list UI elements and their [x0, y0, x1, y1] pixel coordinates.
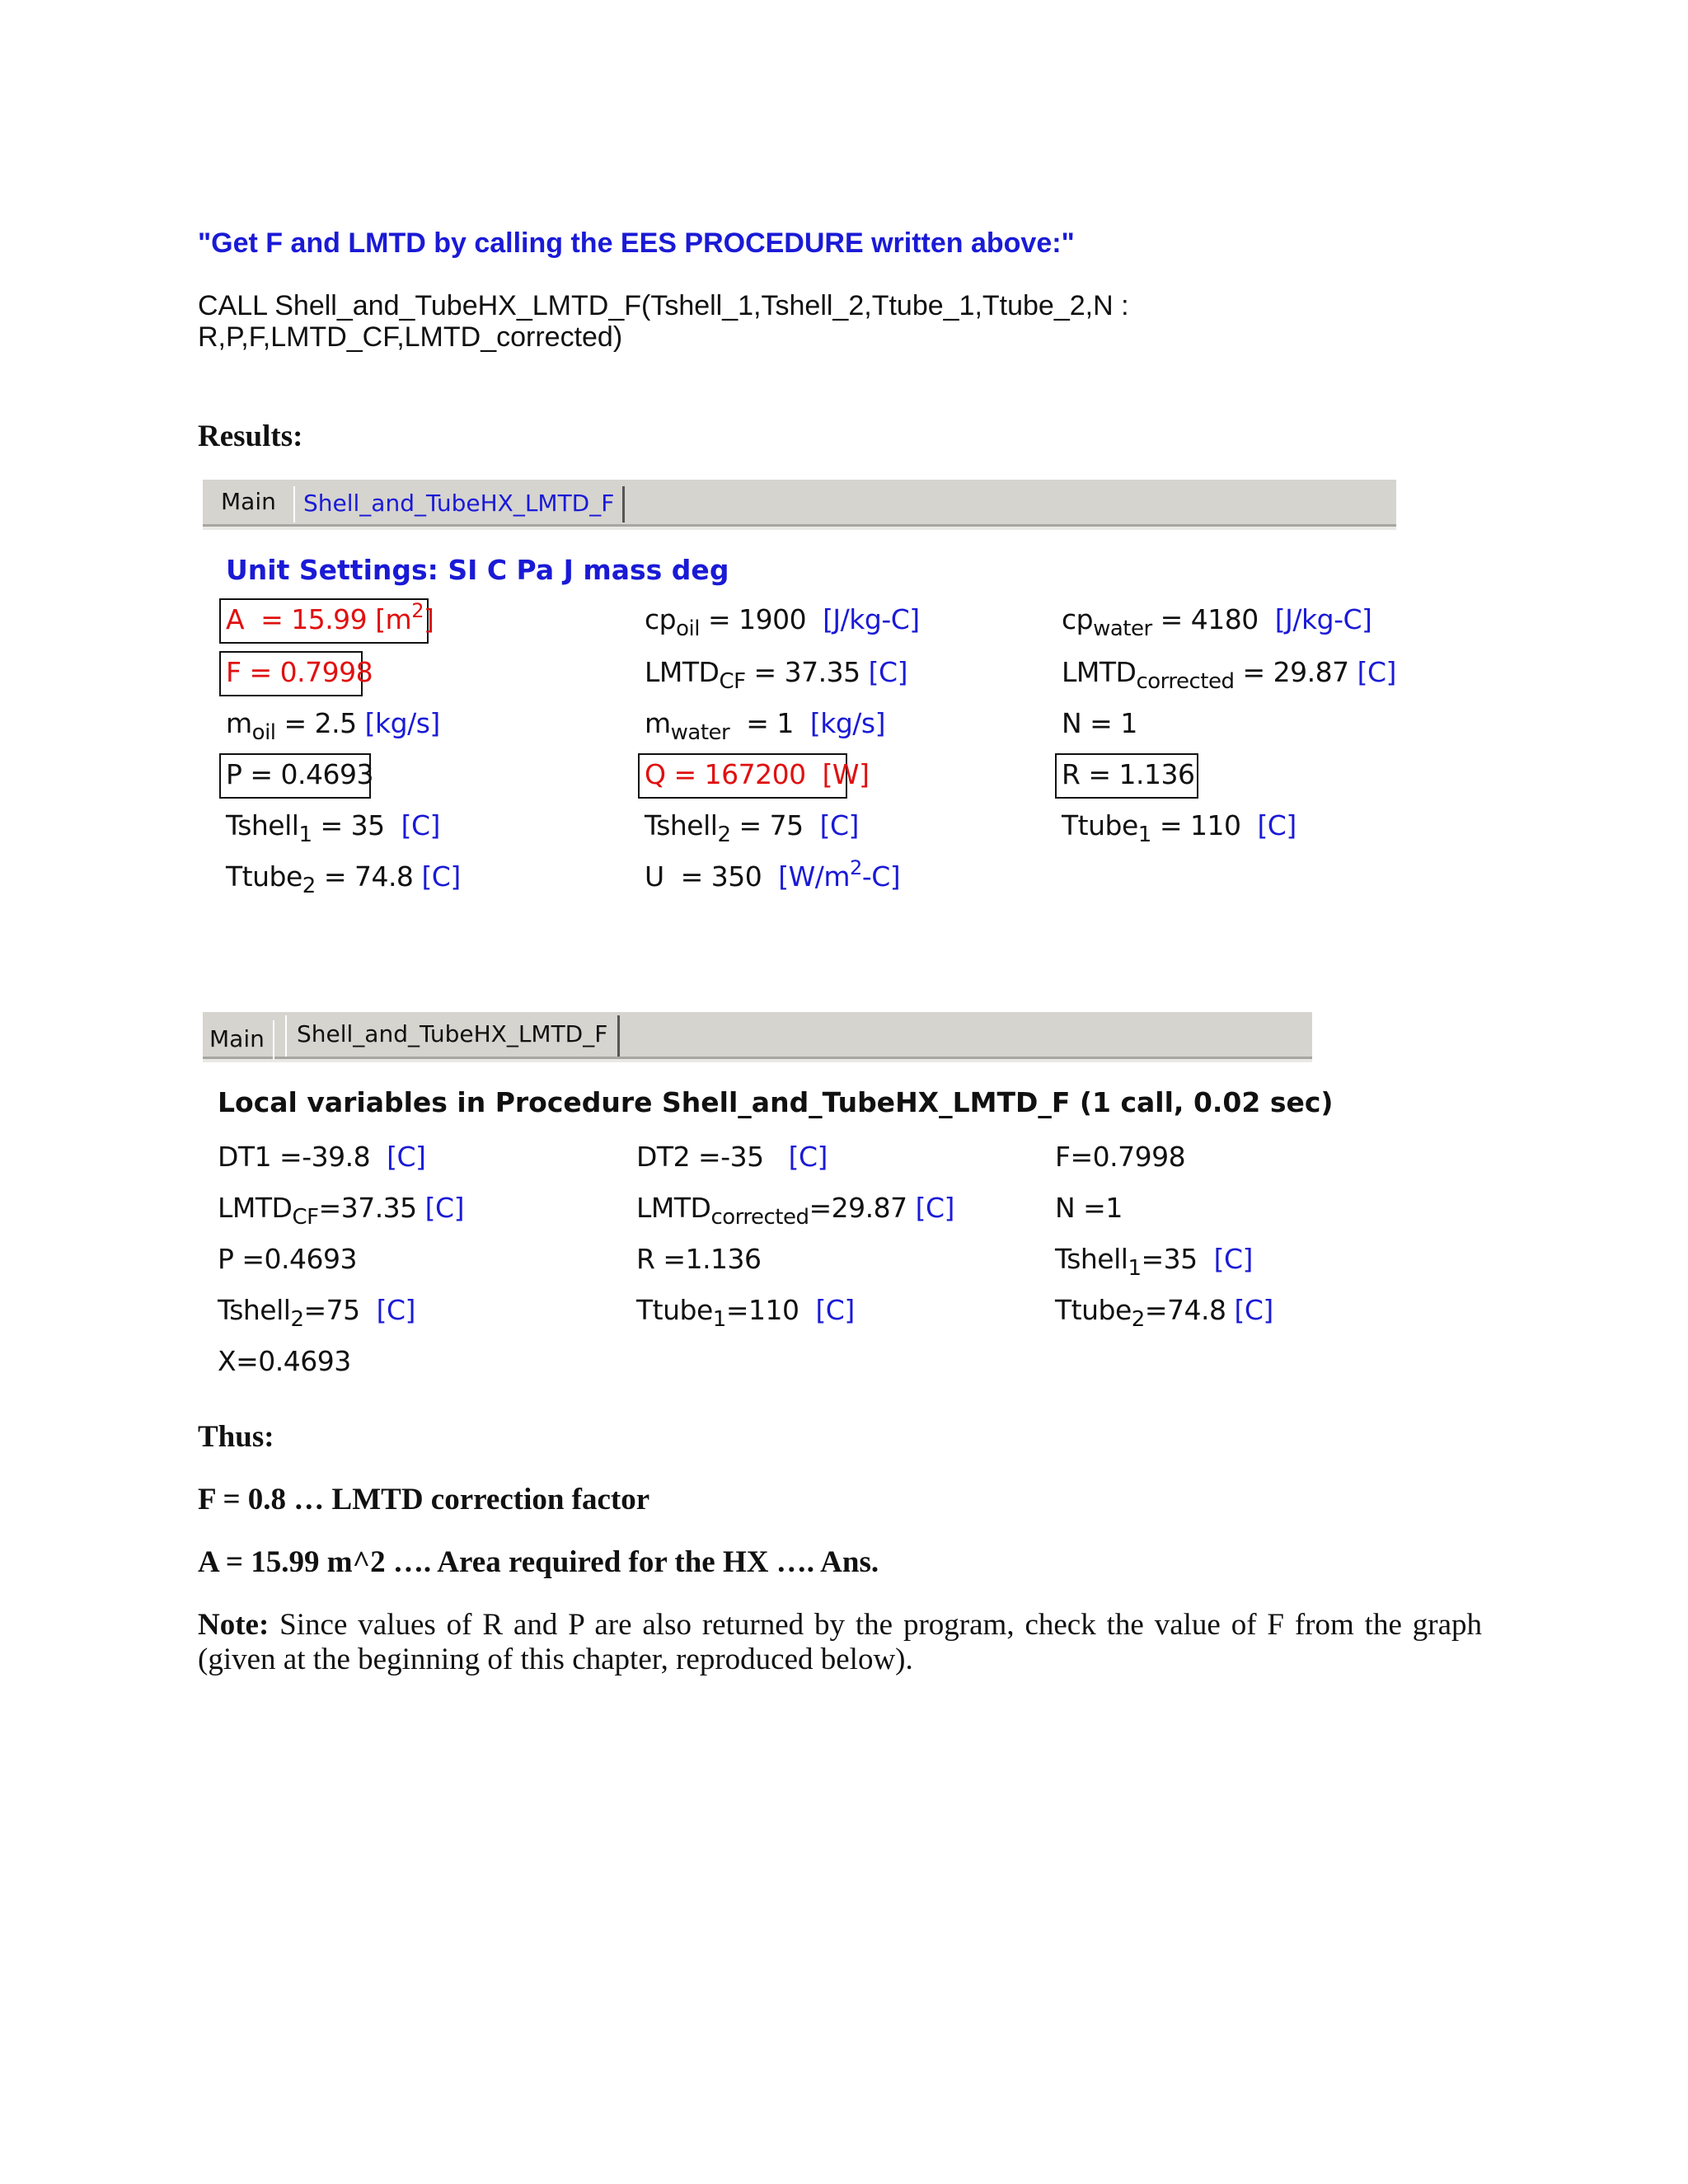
local-var-F[interactable]: F=0.7998 — [1055, 1141, 1186, 1173]
tab-main[interactable]: Main — [218, 488, 279, 515]
var-cp-oil[interactable]: $cp_{oil} = 1900$ [J/kg-C] — [645, 603, 920, 641]
var-N[interactable]: N = 1 — [1062, 707, 1137, 739]
thus-heading: Thus: — [198, 1420, 274, 1454]
var-tshell-1[interactable]: Tshell$_1$ = 35 [C] — [226, 809, 440, 847]
var-m-water[interactable]: $m_{water} = 1$ [kg/s] — [645, 707, 885, 745]
area-result-line: A = 15.99 m^2 …. Area required for the HX …. Ans. — [198, 1545, 879, 1579]
call-statement-line-2: R,P,F,LMTD_CF,LMTD_corrected) — [198, 321, 623, 353]
results-heading: Results: — [198, 419, 303, 453]
var-P[interactable]: P = 0.4693 — [219, 753, 371, 799]
local-var-DT2[interactable]: DT2 =-35 [C] — [636, 1141, 828, 1173]
unit-settings-heading: Unit Settings: SI C Pa J mass deg — [226, 554, 729, 586]
var-ttube-1[interactable]: Ttube$_1$ = 110 [C] — [1062, 809, 1296, 847]
note-paragraph-line-1: Note: Since values of R and P are also returned by the program, check the value of F from the graph — [198, 1608, 1482, 1642]
f-result-line: F = 0.8 … LMTD correction factor — [198, 1483, 650, 1516]
local-var-P[interactable]: P =0.4693 — [218, 1243, 358, 1275]
var-A[interactable]: A = 15.99 $[m^2]$ — [219, 598, 429, 644]
var-lmtd-corrected[interactable]: $LMTD_{corrected} = 29.87$ [C] — [1062, 656, 1396, 694]
local-var-lmtd-corrected[interactable]: $LMTD_{corrected}=29.87$ [C] — [636, 1192, 954, 1230]
tab-main-2[interactable]: Main — [204, 1020, 274, 1060]
local-var-DT1[interactable]: DT1 =-39.8 [C] — [218, 1141, 426, 1173]
var-Q[interactable]: Q = 167200 [W] — [638, 753, 847, 799]
tab-procedure-2[interactable]: Shell_and_TubeHX_LMTD_F — [285, 1015, 620, 1057]
tab-procedure[interactable]: Shell_and_TubeHX_LMTD_F — [293, 486, 625, 523]
var-lmtd-cf[interactable]: $LMTD_{CF} = 37.35$ [C] — [645, 656, 907, 694]
local-var-N[interactable]: N =1 — [1055, 1192, 1123, 1224]
var-R[interactable]: R = 1.136 — [1055, 753, 1198, 799]
local-var-X[interactable]: X=0.4693 — [218, 1345, 351, 1377]
ees-comment: "Get F and LMTD by calling the EES PROCEDURE written above:" — [198, 227, 1075, 259]
var-U[interactable]: U = 350 $[W/m^2-C]$ — [645, 856, 901, 893]
local-var-tshell-1[interactable]: Tshell$_1$=35 [C] — [1055, 1243, 1253, 1281]
local-variables-heading: Local variables in Procedure Shell_and_TubeHX_LMTD_F (1 call, 0.02 sec) — [218, 1086, 1334, 1118]
local-var-lmtd-cf[interactable]: $LMTD_{CF}=37.35$ [C] — [218, 1192, 464, 1230]
local-var-R[interactable]: R =1.136 — [636, 1243, 762, 1275]
call-statement-line-1: CALL Shell_and_TubeHX_LMTD_F(Tshell_1,Tshell_2,Ttube_1,Ttube_2,N : — [198, 290, 1129, 321]
local-var-ttube-1[interactable]: Ttube$_1$=110 [C] — [636, 1294, 855, 1332]
local-var-tshell-2[interactable]: Tshell$_2$=75 [C] — [218, 1294, 415, 1332]
var-F[interactable]: F = 0.7998 — [219, 651, 363, 696]
local-var-ttube-2[interactable]: Ttube$_2$=74.8 [C] — [1055, 1294, 1273, 1332]
var-m-oil[interactable]: $m_{oil} = 2.5$ [kg/s] — [226, 707, 440, 745]
note-paragraph-line-2: (given at the beginning of this chapter, reproduced below). — [198, 1643, 913, 1676]
var-cp-water[interactable]: $cp_{water} = 4180$ [J/kg-C] — [1062, 603, 1372, 641]
var-ttube-2[interactable]: Ttube$_2$ = 74.8 [C] — [226, 860, 461, 898]
var-tshell-2[interactable]: Tshell$_2$ = 75 [C] — [645, 809, 859, 847]
